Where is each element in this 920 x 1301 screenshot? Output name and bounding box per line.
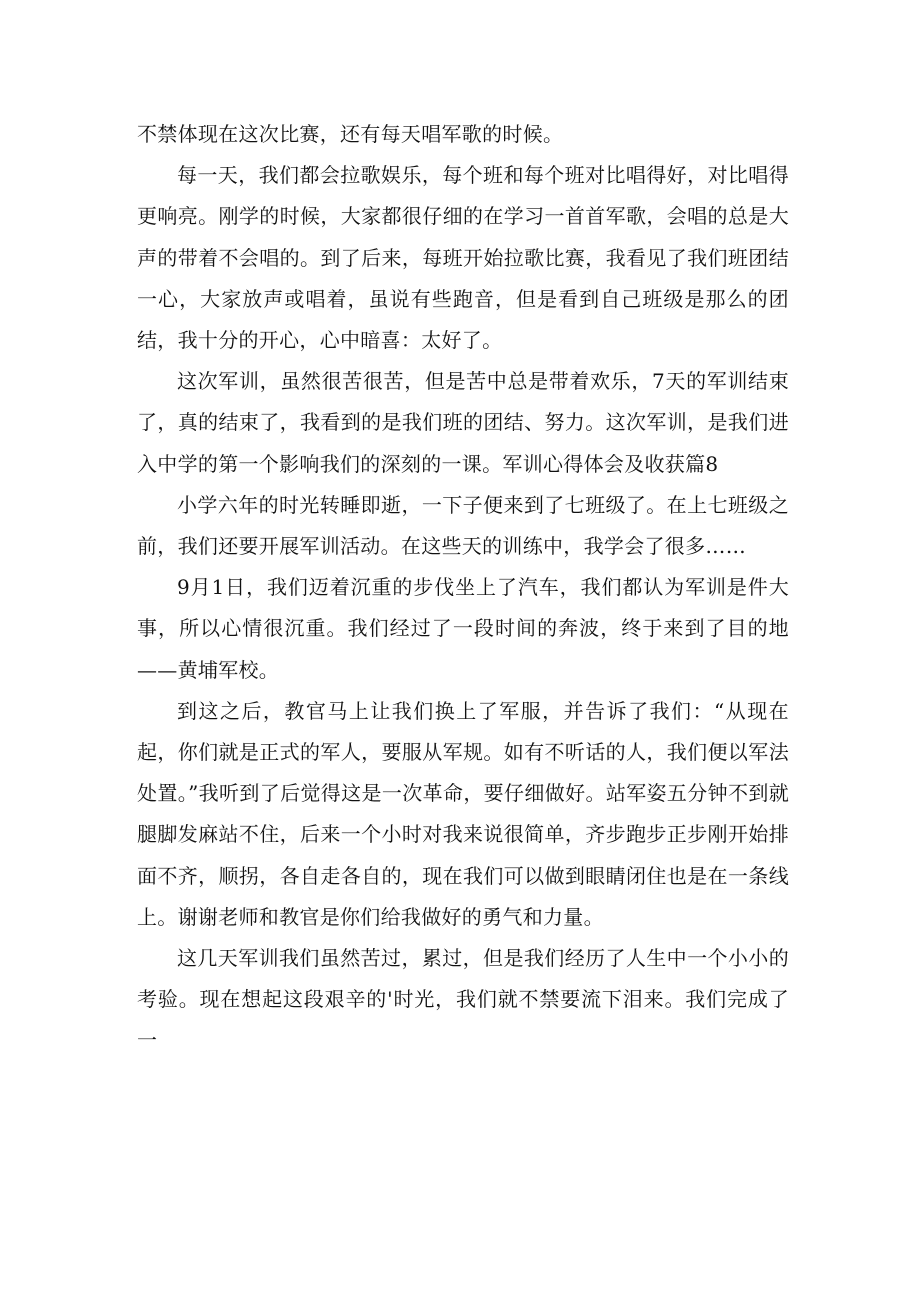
paragraph-primary-school: 小学六年的时光转睡即逝，一下子便来到了七班级了。在上七班级之前，我们还要开展军训活动。在这些天的训练中，我学会了很多……	[137, 492, 789, 559]
document-body	[137, 114, 789, 1062]
paragraph-hardship: 这几天军训我们虽然苦过，累过，但是我们经历了人生中一个小小的考验。现在想起这段艰辛的'时光，我们就不禁要流下泪来。我们完成了一	[137, 946, 789, 1053]
paragraph-continuation: 不禁体现在这次比赛，还有每天唱军歌的时候。	[137, 122, 564, 146]
paragraph-uniform: 到这之后，教官马上让我们换上了军服，并告诉了我们：“从现在起，你们就是正式的军人，要服从军规。如有不听话的人，我们便以军法处置。”我听到了后觉得这是一次革命，要仔细做好。站军姿五分钟不到就腿脚发麻站不住，后来一个小时对我来说很简单，齐步跑步正步刚开始排面不齐，顺拐，各自走各自的，现在我们可以做到眼睛闭住也是在一条线上。谢谢老师和教官是你们给我做好的勇气和力量。	[137, 698, 789, 929]
paragraph-singing: 每一天，我们都会拉歌娱乐，每个班和每个班对比唱得好，对比唱得更响亮。刚学的时候，大家都很仔细的在学习一首首军歌，会唱的总是大声的带着不会唱的。到了后来，每班开始拉歌比赛，我看见了我们班团结一心，大家放声或唱着，虽说有些跑音，但是看到自己班级是那么的团结，我十分的开心，心中暗喜：太好了。	[137, 163, 789, 353]
paragraph-september-first: 9月1日，我们迈着沉重的步伐坐上了汽车，我们都认为军训是件大事，所以心情很沉重。我们经过了一段时间的奔波，终于来到了目的地——黄埔军校。	[137, 575, 789, 682]
paragraph-conclusion: 这次军训，虽然很苦很苦，但是苦中总是带着欢乐，7天的军训结束了，真的结束了，我看到的是我们班的团结、努力。这次军训，是我们进入中学的第一个影响我们的深刻的一课。军训心得体会及收获篇8	[137, 369, 789, 476]
